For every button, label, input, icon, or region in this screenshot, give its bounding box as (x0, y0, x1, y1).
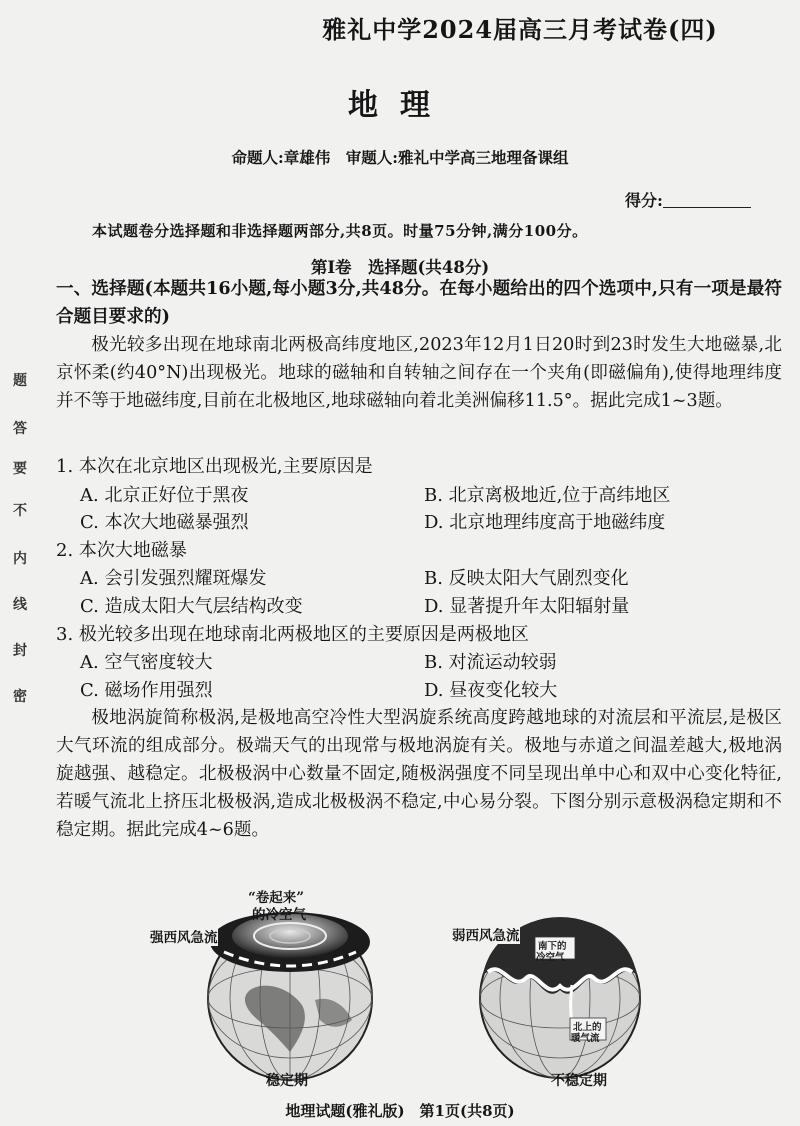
label-strong-jet: 强西风急流 (150, 926, 218, 946)
page-footer: 地理试题(雅礼版) 第1页(共8页) (285, 1102, 515, 1120)
margin-char: 内 (13, 551, 27, 567)
exam-title: 雅礼中学2024届高三月考试卷(四) (322, 15, 718, 44)
question-3-option-b: B. 对流运动较弱 (424, 652, 557, 673)
question-1-option-d: D. 北京地理纬度高于地磁纬度 (424, 512, 666, 533)
margin-char: 封 (13, 643, 27, 659)
authors-line: 命题人:章雄伟 审题人:雅礼中学高三地理备课组 (231, 148, 569, 167)
label-warm-air-2: 暖气流 (571, 1033, 600, 1044)
label-rolled-cold-air-1: “卷起来” (248, 890, 305, 906)
question-3-stem: 3. 极光较多出现在地球南北两极地区的主要原因是两极地区 (56, 624, 529, 645)
caption-unstable: 不稳定期 (551, 1073, 607, 1089)
question-1-option-b: B. 北京离极地近,位于高纬地区 (424, 485, 671, 506)
margin-char: 线 (13, 597, 27, 613)
question-3-option-d: D. 昼夜变化较大 (424, 680, 558, 701)
margin-char: 答 (13, 421, 27, 437)
question-1-option-a: A. 北京正好位于黑夜 (80, 485, 249, 506)
polar-vortex-figure (140, 880, 700, 1095)
section-title: 第Ⅰ卷 选择题(共48分) (310, 258, 490, 277)
label-cold-air-2: 冷空气 (536, 952, 565, 963)
margin-char: 题 (13, 373, 27, 389)
question-3-option-c: C. 磁场作用强烈 (80, 680, 213, 701)
subject-title: 地理 (348, 88, 452, 123)
score-blank (663, 195, 751, 208)
margin-char: 密 (13, 689, 27, 705)
question-2-stem: 2. 本次大地磁暴 (56, 540, 187, 561)
score-field (625, 188, 751, 211)
caption-stable: 稳定期 (266, 1073, 308, 1089)
question-2-option-d: D. 显著提升年太阳辐射量 (424, 596, 630, 617)
question-1-stem: 1. 本次在北京地区出现极光,主要原因是 (56, 456, 373, 477)
question-3-option-a: A. 空气密度较大 (80, 652, 213, 673)
stable-globe (208, 912, 372, 1080)
label-cold-air-1: 南下的 (538, 941, 567, 952)
margin-char: 不 (13, 503, 27, 519)
exam-intro: 本试题卷分选择题和非选择题两部分,共8页。时量75分钟,满分100分。 (92, 222, 588, 240)
passage-aurora: 极光较多出现在地球南北两极高纬度地区,2023年12月1日20时到23时发生大地磁暴,北京怀柔(约40°N)出现极光。地球的磁轴和自转轴之间存在一个夹角(即磁偏角),使得地理纬度并不等于地磁纬度,目前在北极地区,地球磁轴向着北美洲偏移11.5°。据此完成1~3题。 (56, 335, 782, 411)
question-2-option-a: A. 会引发强烈耀斑爆发 (80, 568, 267, 589)
score-label: 得分: (625, 191, 663, 210)
passage-polar-vortex: 极地涡旋简称极涡,是极地高空冷性大型涡旋系统高度跨越地球的对流层和平流层,是极区大气环流的组成部分。极端天气的出现常与极地涡旋有关。极地与赤道之间温差越大,极地涡旋越强、越稳定。北极极涡中心数量不固定,随极涡强度不同呈现出单中心和双中心变化特征,若暖气流北上挤压北极极涡,造成北极极涡不稳定,中心易分裂。下图分别示意极涡稳定期和不稳定期。据此完成4~6题。 (56, 708, 782, 840)
question-2-option-b: B. 反映太阳大气剧烈变化 (424, 568, 629, 589)
part1-instruction: 一、选择题(本题共16小题,每小题3分,共48分。在每小题给出的四个选项中,只有一项是最符合题目要求的) (56, 278, 782, 327)
question-2-option-c: C. 造成太阳大气层结构改变 (80, 596, 303, 617)
margin-char: 要 (13, 461, 27, 477)
label-warm-air-1: 北上的 (573, 1022, 602, 1033)
label-weak-jet: 弱西风急流 (452, 924, 520, 944)
label-rolled-cold-air-2: 的冷空气 (252, 907, 306, 923)
question-1-option-c: C. 本次大地磁暴强烈 (80, 512, 249, 533)
